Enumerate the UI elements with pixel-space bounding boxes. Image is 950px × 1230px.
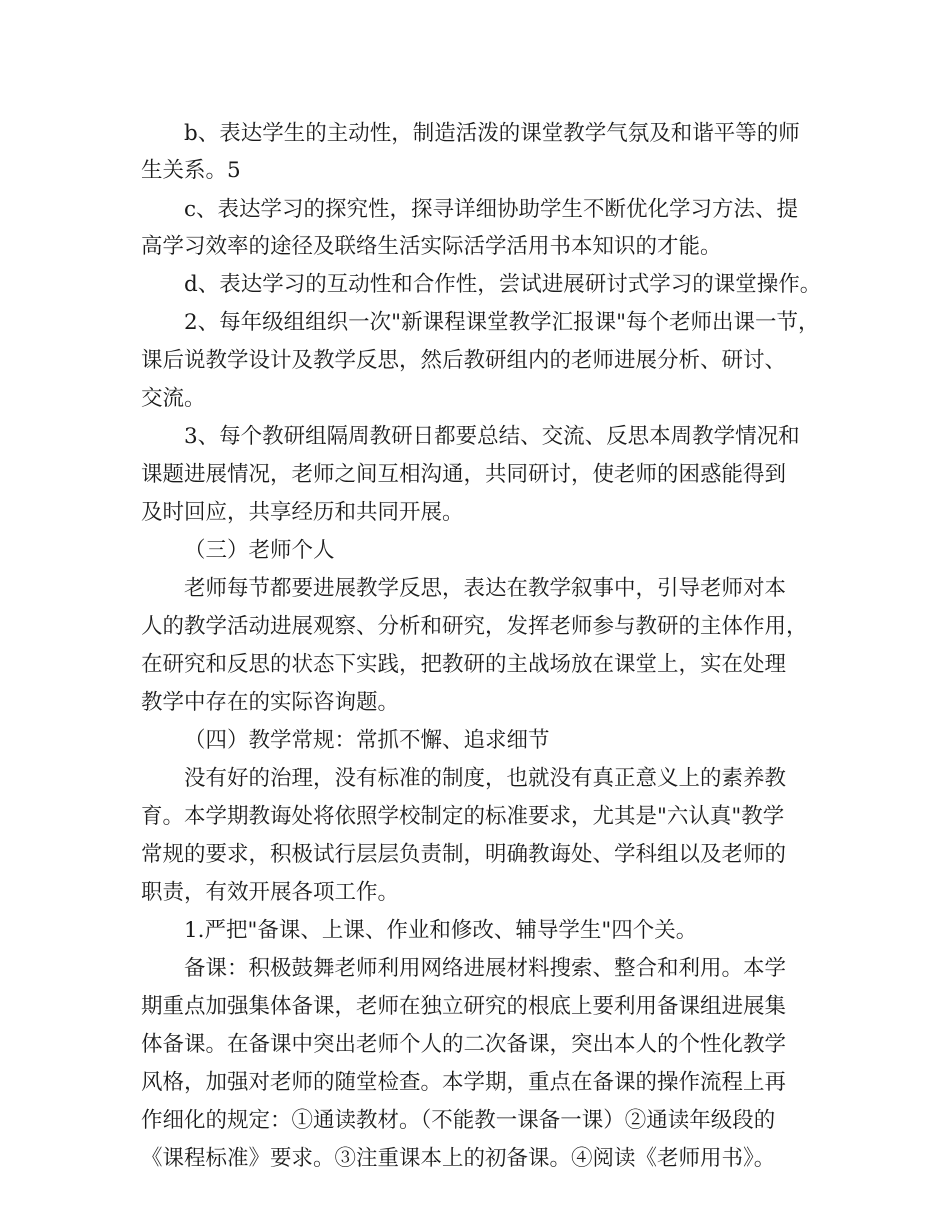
text-line: 教学中存在的实际咨询题。: [141, 690, 400, 715]
text-line: 生关系。5: [141, 158, 241, 183]
text-line: 《课程标准》要求。③注重课本上的初备课。④阅读《老师用书》。: [141, 1146, 776, 1171]
text-line: 人的教学活动进展观察、分析和研究，发挥老师参与教研的主体作用，: [141, 614, 808, 639]
text-line: d、表达学习的互动性和合作性，尝试进展研讨式学习的课堂操作。: [184, 272, 822, 297]
text-line: 课题进展情况，老师之间互相沟通，共同研讨，使老师的困惑能得到: [141, 462, 787, 487]
text-line: 老师每节都要进展教学反思，表达在教学叙事中，引导老师对本: [184, 576, 787, 601]
text-line: 育。本学期教诲处将依照学校制定的标准要求，尤其是"六认真"教学: [141, 804, 785, 829]
text-line: 风格，加强对老师的随堂检查。本学期，重点在备课的操作流程上再: [141, 1070, 787, 1095]
text-line: 体备课。在备课中突出老师个人的二次备课，突出本人的个性化教学: [141, 1032, 787, 1057]
text-line: 期重点加强集体备课，老师在独立研究的根底上要利用备课组进展集: [141, 994, 787, 1019]
text-line: 1.严把"备课、上课、作业和修改、辅导学生"四个关。: [184, 918, 698, 943]
text-line: 2、每年级组组织一次"新课程课堂教学汇报课"每个老师出课一节，: [184, 310, 820, 335]
section-heading: （四）教学常规：常抓不懈、追求细节: [184, 728, 550, 753]
text-line: 高学习效率的途径及联络生活实际活学活用书本知识的才能。: [141, 234, 722, 259]
text-line: 交流。: [141, 386, 206, 411]
text-line: 没有好的治理，没有标准的制度，也就没有真正意义上的素养教: [184, 766, 787, 791]
text-line: 常规的要求，积极试行层层负责制，明确教诲处、学科组以及老师的: [141, 842, 787, 867]
text-line: c、表达学习的探究性，探寻详细协助学生不断优化学习方法、提: [184, 197, 799, 222]
text-line: 备课：积极鼓舞老师利用网络进展材料搜索、整合和利用。本学: [184, 956, 787, 981]
section-heading: （三）老师个人: [184, 538, 335, 563]
text-line: 职责，有效开展各项工作。: [141, 880, 400, 905]
text-line: 3、每个教研组隔周教研日都要总结、交流、反思本周教学情况和: [184, 424, 800, 449]
text-line: 及时回应，共享经历和共同开展。: [141, 500, 464, 525]
text-line: 在研究和反思的状态下实践，把教研的主战场放在课堂上，实在处理: [141, 652, 787, 677]
text-line: 作细化的规定：①通读教材。（不能教一课备一课）②通读年级段的: [141, 1108, 776, 1133]
text-line: 课后说教学设计及教学反思，然后教研组内的老师进展分析、研讨、: [141, 348, 787, 373]
text-line: b、表达学生的主动性，制造活泼的课堂教学气氛及和谐平等的师: [184, 121, 800, 146]
